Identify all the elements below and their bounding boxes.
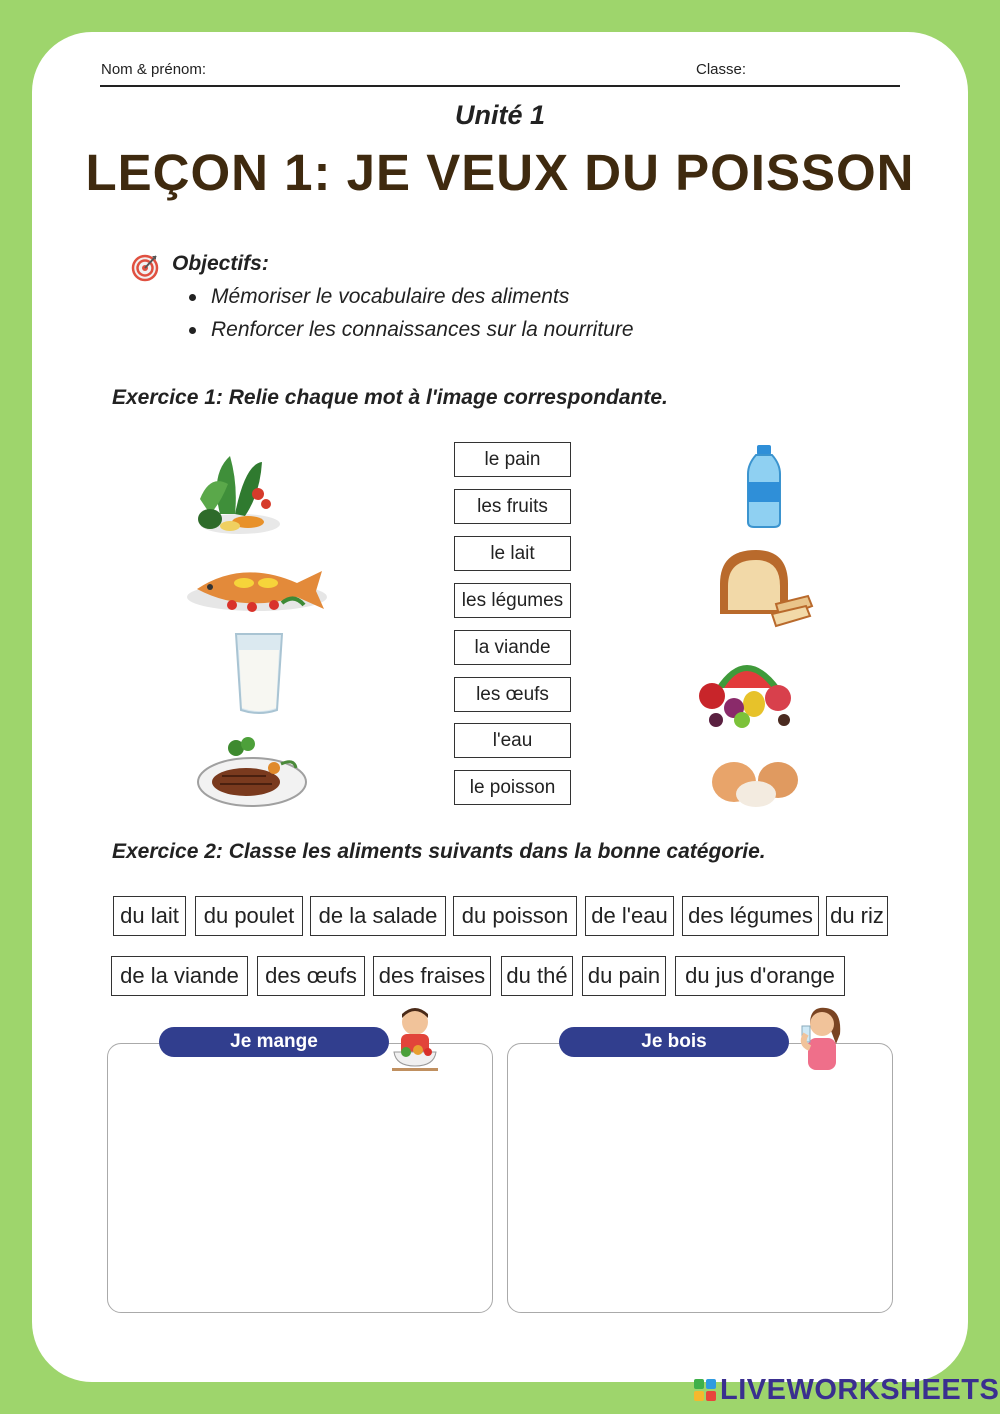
class-label: Classe: [696, 61, 747, 78]
liveworksheets-text: LIVEWORKSHEETS [720, 1373, 1000, 1406]
je-bois-drop-zone[interactable] [507, 1043, 893, 1313]
header-line [100, 85, 900, 87]
steak-image[interactable] [196, 734, 308, 808]
fish-image[interactable] [182, 553, 332, 619]
word-box-l-eau[interactable]: l'eau [454, 723, 571, 758]
word-box-le-poisson[interactable]: le poisson [454, 770, 571, 805]
lesson-title: LEÇON 1: JE VEUX DU POISSON [85, 144, 915, 201]
chip-du-lait[interactable]: du lait [113, 896, 186, 936]
chip-du-poulet[interactable]: du poulet [195, 896, 303, 936]
je-bois-label: Je bois [559, 1027, 789, 1057]
objectives-title: Objectifs: [172, 252, 269, 275]
word-box-les-legumes[interactable]: les légumes [454, 583, 571, 618]
chip-du-the[interactable]: du thé [501, 956, 573, 996]
liveworksheets-icon [694, 1379, 716, 1401]
milk-glass-image[interactable] [233, 630, 285, 716]
bread-image[interactable] [716, 544, 814, 628]
word-box-le-lait[interactable]: le lait [454, 536, 571, 571]
je-mange-label: Je mange [159, 1027, 389, 1057]
objectives-list [186, 284, 634, 350]
objective-item: Mémoriser le vocabulaire des aliments [186, 284, 634, 317]
fruits-image[interactable] [694, 648, 798, 732]
name-label: Nom & prénom: [101, 61, 207, 78]
word-box-les-oeufs[interactable]: les œufs [454, 677, 571, 712]
water-bottle-image[interactable] [744, 444, 784, 528]
boy-eating-image [388, 1004, 442, 1072]
unit-title: Unité 1 [454, 100, 546, 130]
word-box-la-viande[interactable]: la viande [454, 630, 571, 665]
chip-de-la-salade[interactable]: de la salade [310, 896, 446, 936]
chip-du-poisson[interactable]: du poisson [453, 896, 577, 936]
chip-du-pain[interactable]: du pain [582, 956, 666, 996]
vegetables-image[interactable] [190, 444, 285, 539]
chip-de-la-viande[interactable]: de la viande [111, 956, 248, 996]
chip-des-legumes[interactable]: des légumes [682, 896, 819, 936]
chip-des-fraises[interactable]: des fraises [373, 956, 491, 996]
chip-de-l-eau[interactable]: de l'eau [585, 896, 674, 936]
chip-du-riz[interactable]: du riz [826, 896, 888, 936]
chip-des-oeufs[interactable]: des œufs [257, 956, 365, 996]
word-box-le-pain[interactable]: le pain [454, 442, 571, 477]
girl-drinking-image [796, 1004, 844, 1072]
word-box-les-fruits[interactable]: les fruits [454, 489, 571, 524]
exercise2-title: Exercice 2: Classe les aliments suivants dans la bonne catégorie. [112, 840, 766, 863]
chip-du-jus-d-orange[interactable]: du jus d'orange [675, 956, 845, 996]
je-mange-drop-zone[interactable] [107, 1043, 493, 1313]
exercise1-title: Exercice 1: Relie chaque mot à l'image correspondante. [112, 386, 668, 409]
objective-item: Renforcer les connaissances sur la nourriture [186, 317, 634, 350]
liveworksheets-logo [694, 1372, 999, 1408]
target-icon [130, 252, 160, 282]
eggs-image[interactable] [708, 756, 800, 808]
